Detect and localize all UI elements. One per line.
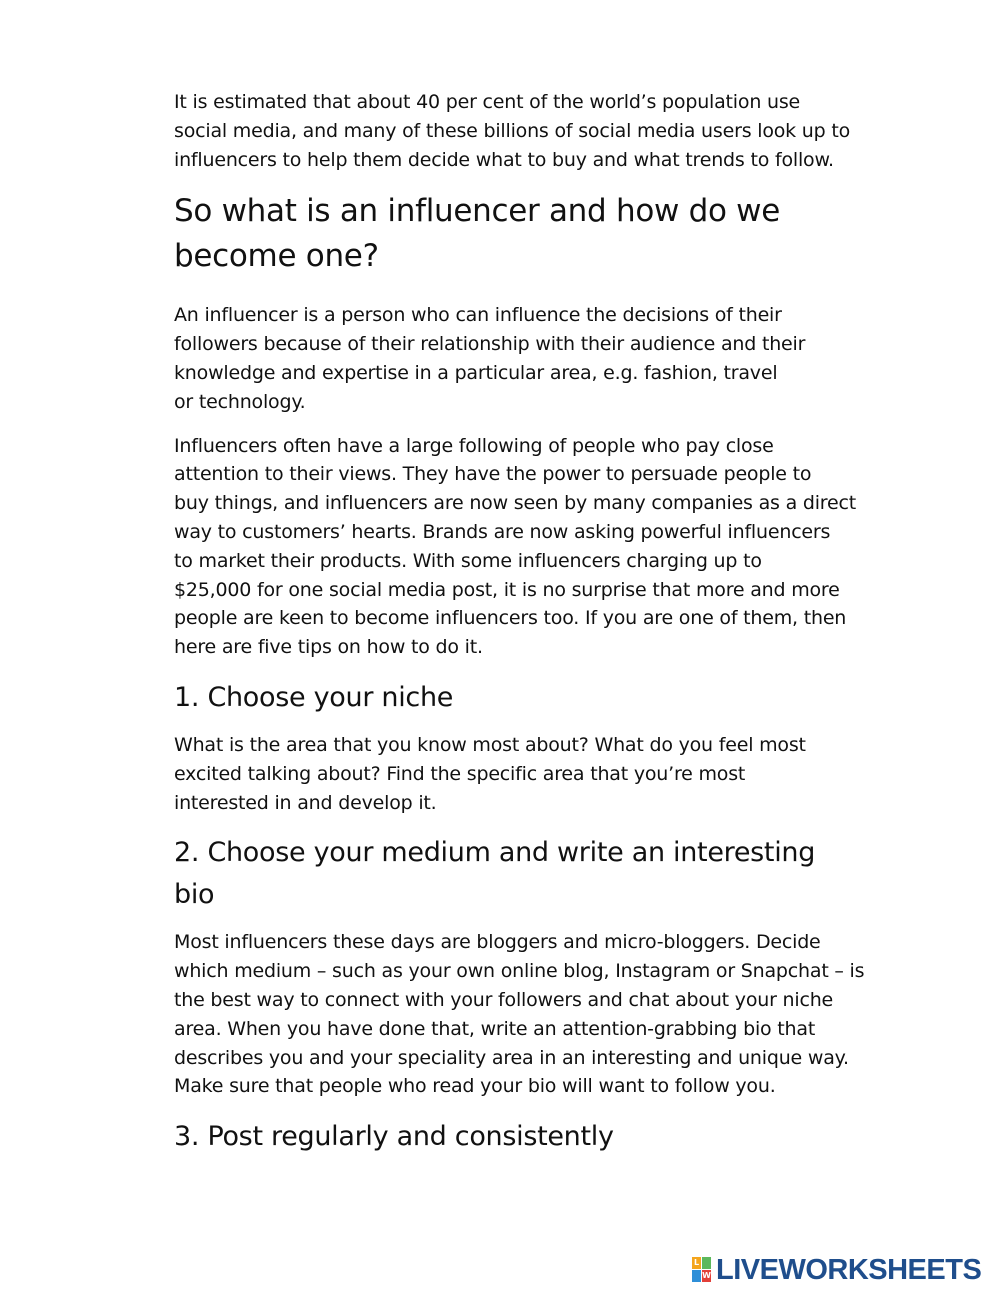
- definition-line: knowledge and expertise in a particular area, e.g. fashion, travel: [174, 361, 778, 384]
- worksheet-page: [174, 88, 874, 1170]
- tip1-paragraph: [174, 731, 874, 817]
- tip2-heading-line: bio: [174, 879, 215, 911]
- following-line: Influencers often have a large following of people who pay close: [174, 434, 774, 457]
- following-paragraph: [174, 432, 874, 662]
- tip2-paragraph: [174, 928, 874, 1101]
- tip2-line: Make sure that people who read your bio will want to follow you.: [174, 1075, 776, 1098]
- intro-paragraph: [174, 88, 874, 174]
- tip1-line: excited talking about? Find the specific area that you’re most: [174, 762, 746, 785]
- following-line: $25,000 for one social media post, it is no surprise that more and more: [174, 578, 840, 601]
- main-heading-line: So what is an influencer and how do we: [174, 193, 781, 230]
- definition-line: An influencer is a person who can influence the decisions of their: [174, 304, 782, 327]
- tip2-heading: [174, 832, 874, 916]
- logo-mark-tile: [692, 1270, 701, 1282]
- following-line: here are five tips on how to do it.: [174, 636, 483, 659]
- following-line: buy things, and influencers are now seen by many companies as a direct: [174, 492, 856, 515]
- following-line: way to customers’ hearts. Brands are now asking powerful influencers: [174, 520, 831, 543]
- tip1-line: interested in and develop it.: [174, 791, 437, 814]
- following-line: people are keen to become influencers too. If you are one of them, then: [174, 607, 847, 630]
- intro-line: influencers to help them decide what to buy and what trends to follow.: [174, 148, 834, 171]
- tip3-heading: 3. Post regularly and consistently: [174, 1121, 614, 1153]
- main-heading-line: become one?: [174, 238, 379, 275]
- tip2-line: Most influencers these days are bloggers and micro-bloggers. Decide: [174, 931, 821, 954]
- tip2-line: area. When you have done that, write an attention-grabbing bio that: [174, 1017, 816, 1040]
- definition-paragraph: [174, 301, 874, 416]
- liveworksheets-logo-text: LIVEWORKSHEETS: [716, 1253, 982, 1286]
- tip2-heading-line: 2. Choose your medium and write an interesting: [174, 837, 816, 869]
- definition-line: followers because of their relationship with their audience and their: [174, 333, 806, 356]
- logo-mark-tile: [702, 1257, 711, 1269]
- liveworksheets-logo-icon: [692, 1257, 712, 1283]
- definition-line: or technology.: [174, 390, 306, 413]
- following-line: attention to their views. They have the power to persuade people to: [174, 463, 812, 486]
- tip2-line: describes you and your speciality area in an interesting and unique way.: [174, 1046, 849, 1069]
- tip1-heading: 1. Choose your niche: [174, 681, 454, 713]
- tip1-line: What is the area that you know most about? What do you feel most: [174, 733, 806, 756]
- liveworksheets-logo: [692, 1254, 981, 1286]
- logo-mark-l: L: [693, 1258, 700, 1267]
- following-line: to market their products. With some influencers charging up to: [174, 549, 762, 572]
- intro-line: social media, and many of these billions of social media users look up to: [174, 119, 851, 142]
- intro-line: It is estimated that about 40 per cent of the world’s population use: [174, 91, 801, 113]
- logo-mark-w: W: [702, 1271, 711, 1280]
- main-heading: [174, 189, 874, 279]
- tip2-line: which medium – such as your own online blog, Instagram or Snapchat – is: [174, 960, 865, 983]
- tip2-line: the best way to connect with your followers and chat about your niche: [174, 988, 834, 1011]
